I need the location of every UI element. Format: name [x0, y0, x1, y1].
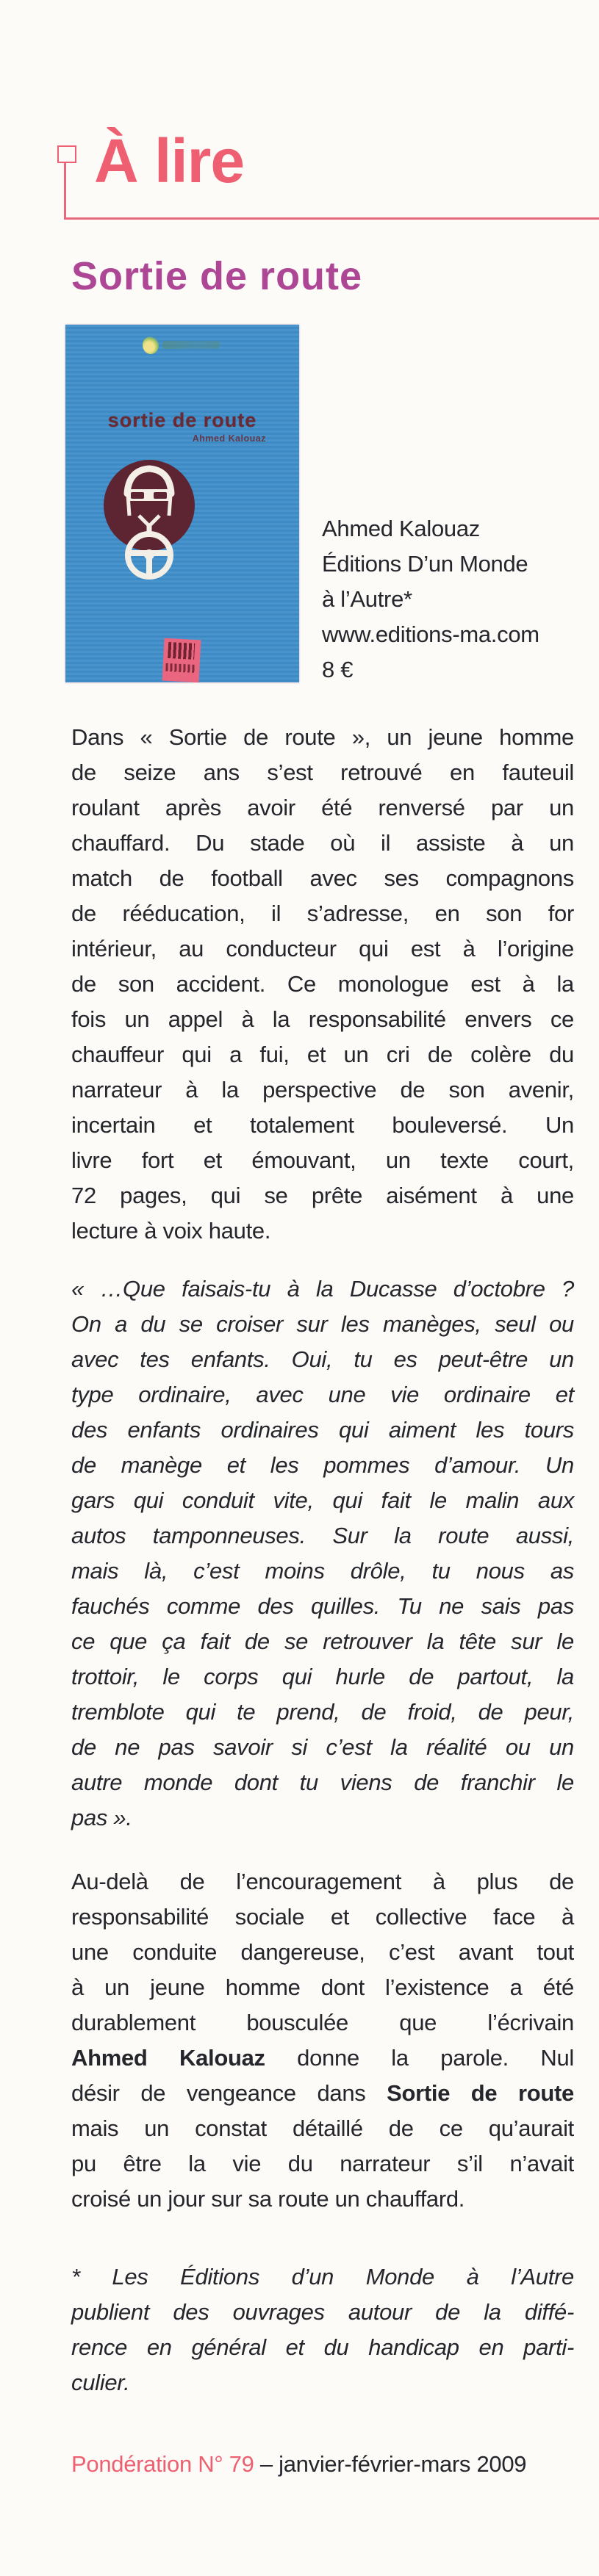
header-vertical-line	[64, 163, 66, 218]
text-line: Au-delà de l’encouragement à plus de	[71, 1869, 574, 1894]
info-line: www.editions-ma.com	[322, 621, 539, 647]
text-line: rence en général et du handicap en parti-	[71, 2334, 574, 2360]
text-line: 72 pages, qui se prête aisément à une	[71, 1183, 574, 1208]
text-line: intérieur, au conducteur qui est à l’origine	[71, 936, 574, 962]
cover-author: Ahmed Kalouaz	[192, 433, 266, 444]
publisher-footnote	[71, 2259, 574, 2400]
text-line: avec tes enfants. Oui, tu es peut-être un	[71, 1346, 574, 1372]
text-line: type ordinaire, avec une vie ordinaire et	[71, 1382, 574, 1407]
text-line: autos tamponneuses. Sur la route aussi,	[71, 1523, 574, 1548]
publisher-logo-icon	[143, 336, 159, 354]
text-line: « …Que faisais-tu à la Ducasse d’octobre ?	[71, 1276, 574, 1302]
text-line: gars qui conduit vite, qui fait le malin aux	[71, 1487, 574, 1513]
text-line: autre monde dont tu viens de franchir le	[71, 1769, 574, 1795]
text-line: de seize ans s’est retrouvé en fauteuil	[71, 760, 574, 785]
text-line: fois un appel à la responsabilité envers ce	[71, 1006, 574, 1032]
text-line: mais là, c’est moins drôle, tu nous as	[71, 1558, 574, 1584]
text-line: désir de vengeance dans Sortie de route	[71, 2080, 574, 2106]
text-line: mais un constat détaillé de ce qu’aurait	[71, 2115, 574, 2141]
text-line: durablement bousculée que l’écrivain	[71, 2010, 574, 2035]
text-line: à un jeune homme dont l’existence a été	[71, 1974, 574, 2000]
text-line: tremblote qui te prend, de froid, de peur,	[71, 1699, 574, 1725]
review-paragraph	[71, 720, 574, 1249]
price-sticker	[162, 638, 201, 683]
book-cover	[65, 325, 299, 682]
publisher-logo-text	[162, 341, 220, 349]
text-line: Dans « Sortie de route », un jeune homme	[71, 724, 574, 750]
info-line: Ahmed Kalouaz	[322, 516, 480, 541]
book-quote-paragraph	[71, 1271, 574, 1836]
text-line: roulant après avoir été renversé par un	[71, 795, 574, 820]
magazine-name: Pondération N° 79	[71, 2451, 254, 2477]
text-line: narrateur à la perspective de son avenir,	[71, 1077, 574, 1103]
sticker-marks	[168, 642, 195, 660]
text-line: des enfants ordinaires qui aiment les tours	[71, 1417, 574, 1443]
text-line: match de football avec ses compagnons	[71, 865, 574, 891]
driver-steering-wheel-icon	[86, 457, 212, 588]
text-line: chauffard. Du stade où il assiste à un	[71, 830, 574, 856]
article-title: Sortie de route	[71, 254, 363, 298]
info-line: à l’Autre*	[322, 586, 412, 612]
text-line: de ne pas savoir si c’est la réalité ou un	[71, 1734, 574, 1760]
page-footer	[71, 2447, 586, 2482]
sticker-marks	[165, 663, 196, 673]
review-paragraph	[71, 1864, 574, 2217]
text-line: responsabilité sociale et collective face à	[71, 1904, 574, 1930]
text-line: * Les Éditions d’un Monde à l’Autre	[71, 2264, 574, 2290]
text-line: lecture à voix haute.	[71, 1218, 271, 1244]
text-line: pu être la vie du narrateur s’il n’avait	[71, 2151, 574, 2176]
text-line: publient des ouvrages autour de la diffé-	[71, 2299, 574, 2325]
text-line: chauffeur qui a fui, et un cri de colère du	[71, 1042, 574, 1067]
text-line: ce que ça fait de se retrouver la tête sur le	[71, 1628, 574, 1654]
text-line: Ahmed Kalouaz donne la parole. Nul	[71, 2045, 574, 2071]
text-line: une conduite dangereuse, c’est avant tout	[71, 1939, 574, 1965]
text-line: culier.	[71, 2370, 130, 2395]
text-line: livre fort et émouvant, un texte court,	[71, 1147, 574, 1173]
text-line: pas ».	[71, 1805, 132, 1830]
text-line: On a du se croiser sur les manèges, seul ou	[71, 1311, 574, 1337]
book-info-block	[322, 511, 587, 688]
header-square-bullet-icon	[57, 145, 76, 163]
text-line: de rééducation, il s’adresse, en son for	[71, 901, 574, 926]
text-line: fauchés comme des quilles. Tu ne sais pas	[71, 1593, 574, 1619]
text-line: de son accident. Ce monologue est à la	[71, 971, 574, 997]
text-line: croisé un jour sur sa route un chauffard.	[71, 2186, 465, 2212]
info-line: Éditions D’un Monde	[322, 551, 528, 577]
text-line: incertain et totalement bouleversé. Un	[71, 1112, 574, 1138]
issue-date: – janvier-février-mars 2009	[254, 2451, 527, 2477]
header-horizontal-rule	[64, 217, 599, 220]
text-line: de manège et les pommes d’amour. Un	[71, 1452, 574, 1478]
section-title: À lire	[94, 126, 245, 195]
text-line: trottoir, le corps qui hurle de partout, la	[71, 1664, 574, 1689]
info-line: 8 €	[322, 657, 354, 682]
cover-title: sortie de route	[107, 409, 257, 431]
